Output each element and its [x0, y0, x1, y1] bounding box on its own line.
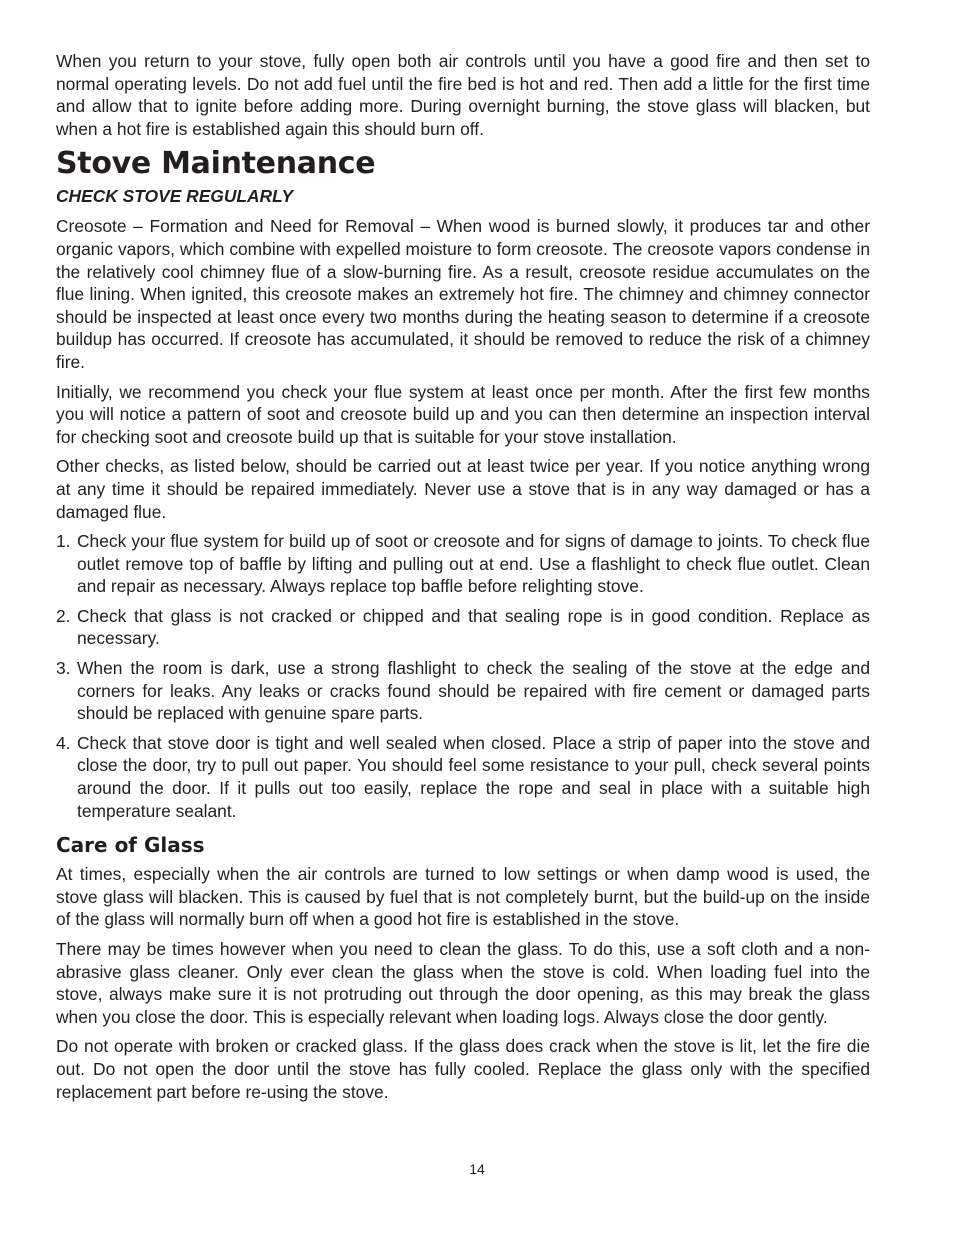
checks-list: [56, 530, 870, 822]
document-page: [56, 50, 870, 1110]
page-number: 14: [469, 1161, 485, 1177]
paragraph-creosote: Creosote – Formation and Need for Removal – When wood is burned slowly, it produces tar and other organic vapors, which combine with expelled moisture to form creosote. The creosote vapors condense in the relatively cool chimney flue of a slow-burning fire. As a result, creosote residue accumulates on the flue lining. When ignited, this creosote makes an extremely hot fire. The chimney and chimney connector should be inspected at least once every two months during the heating season to determine if a creosote buildup has occurred. If creosote has accumulated, it should be removed to reduce the risk of a chimney fire.: [56, 216, 870, 372]
list-item-text: When the room is dark, use a strong flashlight to check the sealing of the stove at the edge and corners for leaks. Any leaks or cracks found should be repaired with fire cement or damaged parts should be replaced with genuine spare parts.: [77, 658, 870, 724]
list-item-number: 2.: [56, 605, 71, 626]
list-item: [56, 605, 870, 650]
list-item-number: 3.: [56, 658, 71, 679]
list-item: [56, 530, 870, 598]
list-item-text: Check your flue system for build up of soot or creosote and for signs of damage to joints. To check flue outlet remove top of baffle by lifting and pulling out at end. Use a flashlight to check flue outlet. Clean and repair as necessary. Always replace top baffle before relighting stove.: [77, 531, 870, 597]
paragraph-glass-blacken: At times, especially when the air controls are turned to low settings or when damp wood is used, the stove glass will blacken. This is caused by fuel that is not completely burnt, but the build-up on the inside of the glass will normally burn off when a good hot fire is established in the stove.: [56, 864, 870, 930]
list-item-text: Check that glass is not cracked or chipped and that sealing rope is in good condition. Replace as necessary.: [77, 605, 870, 649]
list-item-text: Check that stove door is tight and well sealed when closed. Place a strip of paper into the stove and close the door, try to pull out paper. You should feel some resistance to your pull, check several points around the door. If it pulls out too easily, replace the rope and seal in place with a suitable high temperature sealant.: [77, 732, 870, 821]
paragraph-glass-clean: There may be times however when you need to clean the glass. To do this, use a soft cloth and a non-abrasive glass cleaner. Only ever clean the glass when the stove is cold. When loading fuel into the stove, always make sure it is not protruding out through the door opening, as this may break the glass when you close the door. This is especially relevant when loading logs. Always close the door gently.: [56, 939, 870, 1027]
section-title-stove-maintenance: Stove Maintenance: [56, 146, 376, 182]
list-item-number: 4.: [56, 732, 71, 753]
intro-paragraph: When you return to your stove, fully open both air controls until you have a good fire and then set to normal operating levels. Do not add fuel until the fire bed is hot and red. Then add a little for the first time and allow that to ignite before adding more. During overnight burning, the stove glass will blacken, but when a hot fire is established again this should burn off.: [56, 51, 870, 139]
paragraph-other-checks: Other checks, as listed below, should be carried out at least twice per year. If you notice anything wrong at any time it should be repaired immediately. Never use a stove that is in any way damaged or has a damaged flue.: [56, 456, 870, 522]
list-item: [56, 732, 870, 822]
list-item-number: 1.: [56, 531, 71, 552]
paragraph-initial-check: Initially, we recommend you check your flue system at least once per month. After the first few months you will notice a pattern of soot and creosote build up and you can then determine an inspection interval for checking soot and creosote build up that is suitable for your stove installation.: [56, 381, 870, 447]
paragraph-glass-broken: Do not operate with broken or cracked glass. If the glass does crack when the stove is lit, let the fire die out. Do not open the door until the stove has fully cooled. Replace the glass only with the specified replacement part before re-using the stove.: [56, 1036, 870, 1102]
subsection-title-check-stove: CHECK STOVE REGULARLY: [56, 186, 294, 207]
section-title-care-of-glass: Care of Glass: [56, 833, 205, 858]
list-item: [56, 657, 870, 725]
